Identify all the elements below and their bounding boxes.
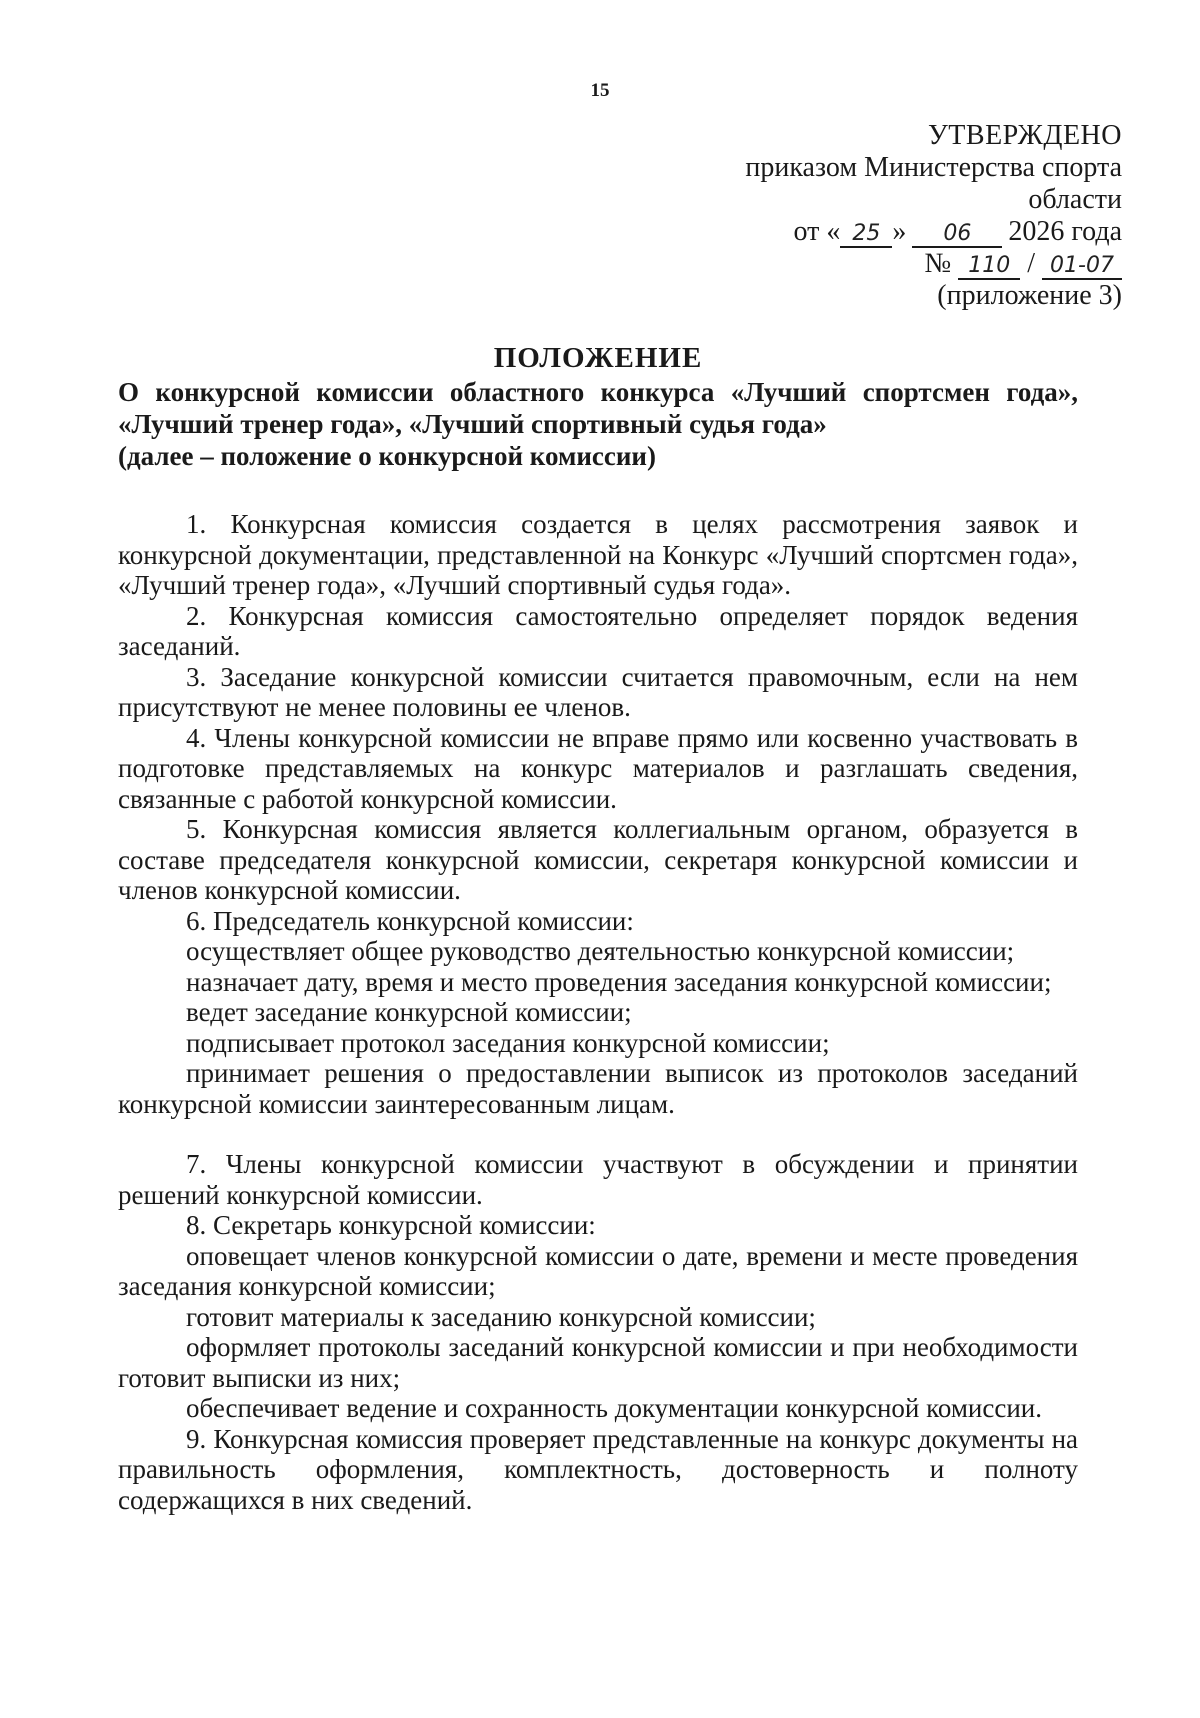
paragraph: 5. Конкурсная комиссия является коллегиальным органом, образуется в составе председателя конкурсной комиссии, секретаря конкурсной комиссии и членов конкурсной комиссии.	[118, 814, 1078, 905]
paragraph: оформляет протоколы заседаний конкурсной комиссии и при необходимости готовит выписки из них;	[118, 1332, 1078, 1393]
paragraph: 9. Конкурсная комиссия проверяет представленные на конкурс документы на правильность оформления, комплектность, достоверность и полноту содержащихся в них сведений.	[118, 1423, 1078, 1515]
document-body	[118, 509, 1078, 1515]
paragraph: принимает решения о предоставлении выписок из протоколов заседаний конкурсной комиссии заинтересованным лицам.	[118, 1058, 1078, 1119]
approval-region-line: области	[1028, 184, 1122, 215]
document-title-block	[118, 340, 1078, 472]
paragraph: оповещает членов конкурсной комиссии о дате, времени и месте проведения заседания конкурсной комиссии;	[118, 1240, 1078, 1301]
subtitle-line-2: «Лучший тренер года», «Лучший спортивный судья года»	[118, 409, 827, 439]
paragraph: 3. Заседание конкурсной комиссии считается правомочным, если на нем присутствуют не менее половины ее членов.	[118, 661, 1078, 722]
handwritten-number-part1: 110	[958, 254, 1020, 280]
paragraph: 1. Конкурсная комиссия создается в целях рассмотрения заявок и конкурсной документации, представленной на Конкурс «Лучший спортсмен года», «Лучший тренер года», «Лучший спортивный судья года».	[118, 509, 1078, 600]
paragraph: 2. Конкурсная комиссия самостоятельно определяет порядок ведения заседаний.	[118, 600, 1078, 661]
paragraph: 7. Члены конкурсной комиссии участвуют в обсуждении и принятии решений конкурсной комиссии.	[118, 1149, 1078, 1210]
page-number: 15	[590, 80, 610, 101]
number-sign: №	[924, 248, 952, 279]
paragraph: обеспечивает ведение и сохранность документации конкурсной комиссии.	[186, 1393, 1042, 1423]
approved-label: УТВЕРЖДЕНО	[927, 120, 1122, 151]
paragraph: ведет заседание конкурсной комиссии;	[186, 997, 632, 1027]
date-mid: »	[892, 216, 907, 247]
approval-date-line	[602, 216, 1122, 248]
subtitle-line-1: О конкурсной комиссии областного конкурса «Лучший спортсмен года»,	[118, 377, 1078, 407]
date-year: 2026 года	[1008, 216, 1122, 247]
number-separator: /	[1027, 248, 1035, 279]
approval-number-line	[602, 248, 1122, 280]
paragraph: 6. Председатель конкурсной комиссии:	[186, 905, 634, 936]
document-heading: ПОЛОЖЕНИЕ	[493, 342, 703, 374]
paragraph: осуществляет общее руководство деятельностью конкурсной комиссии;	[186, 936, 1015, 966]
paragraph: 4. Члены конкурсной комиссии не вправе прямо или косвенно участвовать в подготовке представляемых на конкурс материалов и разглашать сведения, связанные с работой конкурсной комиссии.	[118, 722, 1078, 814]
document-subtitle	[118, 376, 1078, 472]
handwritten-number-part2: 01-07	[1042, 254, 1122, 280]
approval-stamp	[602, 120, 1122, 312]
paragraph: назначает дату, время и место проведения заседания конкурсной комиссии;	[186, 966, 1052, 997]
paragraph: готовит материалы к заседанию конкурсной комиссии;	[186, 1301, 816, 1332]
handwritten-day: 25	[840, 222, 892, 248]
handwritten-month: 06	[912, 222, 1002, 248]
appendix-label: (приложение 3)	[937, 280, 1122, 311]
date-prefix: от «	[793, 216, 841, 247]
paragraph: 8. Секретарь конкурсной комиссии:	[186, 1210, 596, 1240]
approval-order-line: приказом Министерства спорта	[745, 152, 1122, 183]
subtitle-line-3: (далее – положение о конкурсной комиссии)	[118, 441, 656, 471]
paragraph: подписывает протокол заседания конкурсной комиссии;	[186, 1027, 830, 1058]
